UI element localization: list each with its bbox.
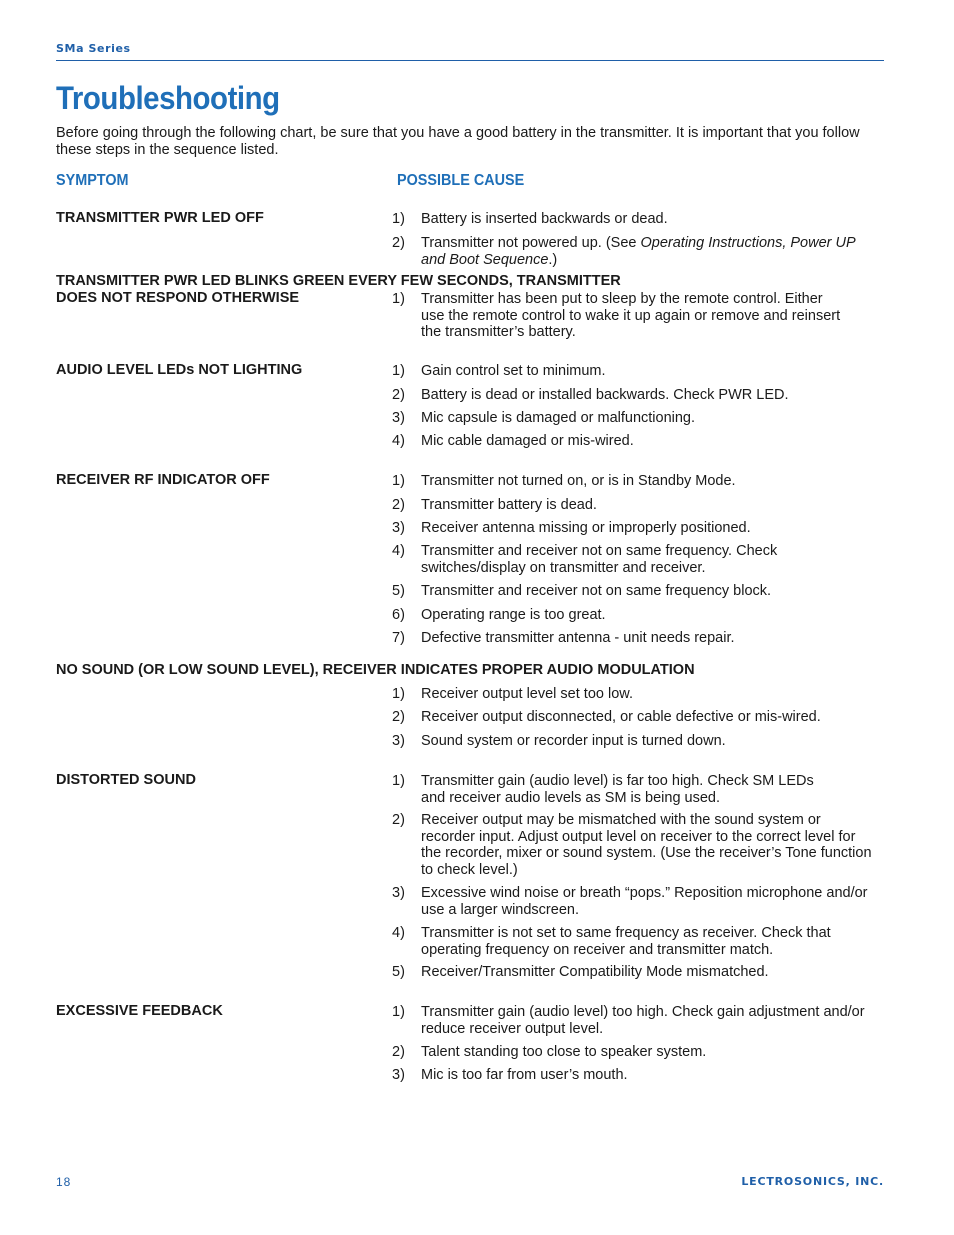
page-title: Troubleshooting bbox=[56, 80, 280, 116]
cause-item bbox=[392, 1004, 882, 1037]
cause-number: 3) bbox=[392, 1067, 405, 1083]
cause-text: Mic cable damaged or mis-wired. bbox=[421, 433, 634, 449]
cause-item bbox=[392, 964, 882, 981]
cause-item bbox=[392, 410, 882, 427]
cause-text: Receiver output disconnected, or cable defective or mis-wired. bbox=[421, 709, 821, 725]
cause-text: Defective transmitter antenna - unit needs repair. bbox=[421, 630, 735, 646]
cause-number: 7) bbox=[392, 630, 405, 646]
cause-text: Receiver output level set too low. bbox=[421, 686, 633, 702]
page-number: 18 bbox=[56, 1175, 72, 1189]
intro-paragraph: Before going through the following chart, be sure that you have a good battery in the transmitter. It is important that you follow these steps in the sequence listed. bbox=[56, 125, 860, 158]
cause-text: Transmitter and receiver not on same frequency block. bbox=[421, 583, 772, 599]
cause-item bbox=[392, 1044, 882, 1061]
cause-text: Transmitter and receiver not on same frequency. Check switches/display on transmitter and receiver. bbox=[421, 543, 778, 576]
cause-number: 3) bbox=[392, 520, 405, 536]
symptom-title-line: DOES NOT RESPOND OTHERWISE bbox=[56, 290, 300, 306]
cause-text: Transmitter battery is dead. bbox=[421, 497, 597, 513]
cause-item bbox=[392, 709, 882, 726]
cause-text: Transmitter not turned on, or is in Standby Mode. bbox=[421, 473, 736, 489]
cause-text: Transmitter gain (audio level) too high. Check gain adjustment and/or reduce receiver output level. bbox=[421, 1004, 865, 1037]
cause-number: 3) bbox=[392, 733, 405, 749]
symptom-title: NO SOUND (OR LOW SOUND LEVEL), RECEIVER INDICATES PROPER AUDIO MODULATION bbox=[56, 662, 695, 678]
cause-text: Receiver/Transmitter Compatibility Mode mismatched. bbox=[421, 964, 769, 980]
cause-text-italic: Operating Instructions, Power UP and Boot Sequence bbox=[421, 235, 856, 268]
symptom-title: AUDIO LEVEL LEDs NOT LIGHTING bbox=[56, 362, 303, 378]
cause-item bbox=[392, 387, 882, 404]
company-name: LECTROSONICS, INC. bbox=[741, 1175, 884, 1188]
cause-text: Talent standing too close to speaker system. bbox=[421, 1044, 707, 1060]
cause-text: Operating range is too great. bbox=[421, 607, 606, 623]
cause-number: 3) bbox=[392, 410, 405, 426]
symptom-title: EXCESSIVE FEEDBACK bbox=[56, 1003, 223, 1019]
cause-number: 2) bbox=[392, 1044, 405, 1060]
cause-text: Battery is dead or installed backwards. Check PWR LED. bbox=[421, 387, 789, 403]
cause-number: 6) bbox=[392, 607, 405, 623]
cause-text: Sound system or recorder input is turned down. bbox=[421, 733, 726, 749]
cause-number: 1) bbox=[392, 473, 405, 489]
cause-number: 1) bbox=[392, 291, 405, 307]
cause-text: Transmitter is not set to same frequency as receiver. Check that operating frequency on receiver and transmitter match. bbox=[421, 925, 831, 958]
cause-text: Receiver output may be mismatched with the sound system or recorder input. Adjust output level on receiver to the correct level for the recorder, mixer or sound system. (Use the receiver’s Tone function to check level.) bbox=[421, 812, 872, 878]
cause-number: 2) bbox=[392, 812, 405, 828]
cause-text: Transmitter not powered up. (See Operating Instructions, Power UP and Boot Sequence.) bbox=[421, 235, 856, 268]
cause-item bbox=[392, 211, 882, 228]
cause-number: 1) bbox=[392, 773, 405, 789]
cause-item bbox=[392, 497, 882, 514]
symptom-title: DISTORTED SOUND bbox=[56, 772, 196, 788]
cause-number: 1) bbox=[392, 363, 405, 379]
cause-text: Transmitter gain (audio level) is far too high. Check SM LEDs and receiver audio levels as SM is being used. bbox=[421, 773, 814, 806]
symptom-title: RECEIVER RF INDICATOR OFF bbox=[56, 472, 270, 488]
cause-column-heading: POSSIBLE CAUSE bbox=[397, 172, 525, 189]
cause-item bbox=[392, 433, 882, 450]
cause-number: 4) bbox=[392, 543, 405, 559]
cause-item bbox=[392, 1067, 882, 1084]
series-label: SMa Series bbox=[56, 42, 131, 55]
cause-number: 1) bbox=[392, 211, 405, 227]
cause-text: Excessive wind noise or breath “pops.” Reposition microphone and/or use a larger windscreen. bbox=[421, 885, 868, 918]
symptom-title-line: TRANSMITTER PWR LED BLINKS GREEN EVERY FEW SECONDS, TRANSMITTER bbox=[56, 273, 621, 289]
cause-number: 1) bbox=[392, 686, 405, 702]
cause-text: Gain control set to minimum. bbox=[421, 363, 606, 379]
cause-item bbox=[392, 733, 882, 750]
cause-number: 5) bbox=[392, 583, 405, 599]
cause-number: 3) bbox=[392, 885, 405, 901]
cause-item bbox=[392, 773, 822, 806]
cause-text: Transmitter has been put to sleep by the remote control. Either use the remote control to wake it up again or remove and reinsert the transmitter’s battery. bbox=[421, 291, 841, 340]
cause-number: 2) bbox=[392, 497, 405, 513]
cause-item bbox=[392, 583, 882, 600]
cause-item bbox=[392, 235, 882, 268]
cause-item bbox=[392, 812, 874, 878]
cause-number: 5) bbox=[392, 964, 405, 980]
cause-number: 1) bbox=[392, 1004, 405, 1020]
symptom-title: TRANSMITTER PWR LED OFF bbox=[56, 210, 264, 226]
cause-item bbox=[392, 520, 882, 537]
symptom-column-heading: SYMPTOM bbox=[56, 172, 129, 189]
cause-text: Mic is too far from user’s mouth. bbox=[421, 1067, 628, 1083]
cause-number: 4) bbox=[392, 433, 405, 449]
header-rule bbox=[56, 60, 884, 61]
cause-item bbox=[392, 363, 882, 380]
cause-item bbox=[392, 686, 882, 703]
cause-item bbox=[392, 925, 874, 958]
cause-text: Receiver antenna missing or improperly positioned. bbox=[421, 520, 751, 536]
cause-item bbox=[392, 291, 842, 341]
cause-text: Mic capsule is damaged or malfunctioning. bbox=[421, 410, 696, 426]
cause-item bbox=[392, 473, 882, 490]
cause-number: 4) bbox=[392, 925, 405, 941]
cause-item bbox=[392, 543, 792, 576]
cause-item bbox=[392, 885, 874, 918]
cause-text: Battery is inserted backwards or dead. bbox=[421, 211, 668, 227]
cause-number: 2) bbox=[392, 235, 405, 251]
cause-number: 2) bbox=[392, 387, 405, 403]
cause-item bbox=[392, 630, 882, 647]
cause-item bbox=[392, 607, 882, 624]
cause-number: 2) bbox=[392, 709, 405, 725]
